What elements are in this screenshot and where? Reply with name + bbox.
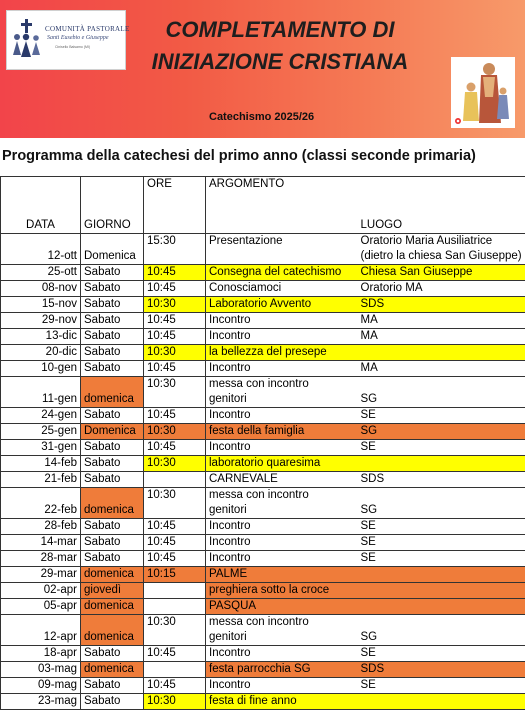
topic-line1: messa con incontro	[209, 378, 309, 390]
time-cell: 10:30	[144, 424, 206, 440]
table-row	[1, 456, 525, 472]
schedule-body	[1, 177, 525, 710]
table-row	[1, 297, 525, 313]
day-cell: Domenica	[81, 234, 144, 265]
day-cell: Sabato	[81, 361, 144, 377]
title-line2: INIZIAZIONE CRISTIANA	[151, 49, 409, 74]
topic-cell: la bellezza del presepe	[206, 345, 358, 361]
day-cell: Sabato	[81, 313, 144, 329]
date-cell: 18-apr	[1, 646, 81, 662]
day-cell: domenica	[81, 599, 144, 615]
date-cell: 21-feb	[1, 472, 81, 488]
date-cell: 05-apr	[1, 599, 81, 615]
table-row	[1, 472, 525, 488]
date-cell: 02-apr	[1, 583, 81, 599]
time-cell: 10:45	[144, 361, 206, 377]
day-cell: Sabato	[81, 646, 144, 662]
table-header-row	[1, 177, 525, 234]
day-cell: Sabato	[81, 345, 144, 361]
date-cell: 25-gen	[1, 424, 81, 440]
table-row	[1, 535, 525, 551]
illustration-image	[451, 57, 515, 128]
date-cell: 13-dic	[1, 329, 81, 345]
time-cell: 15:30	[144, 234, 206, 265]
date-cell: 10-gen	[1, 361, 81, 377]
date-cell: 20-dic	[1, 345, 81, 361]
table-row	[1, 377, 525, 408]
time-cell	[144, 662, 206, 678]
date-cell: 28-mar	[1, 551, 81, 567]
date-cell: 14-feb	[1, 456, 81, 472]
table-row	[1, 234, 525, 265]
table-row	[1, 599, 525, 615]
day-cell: Sabato	[81, 456, 144, 472]
time-cell: 10:30	[144, 297, 206, 313]
place-cell: SE	[358, 535, 525, 551]
day-cell: domenica	[81, 377, 144, 408]
place-cell: SE	[358, 646, 525, 662]
date-cell: 29-mar	[1, 567, 81, 583]
table-row	[1, 313, 525, 329]
date-cell: 25-ott	[1, 265, 81, 281]
topic-line1: messa con incontro	[209, 489, 309, 501]
topic-cell: Laboratorio Avvento	[206, 297, 358, 313]
table-row	[1, 488, 525, 519]
program-heading: Programma della catechesi del primo anno (classi seconde primaria)	[2, 148, 476, 164]
topic-cell	[206, 488, 358, 519]
topic-line2: genitori	[209, 393, 247, 405]
time-cell: 10:45	[144, 535, 206, 551]
topic-cell: festa di fine anno	[206, 694, 358, 710]
time-cell: 10:45	[144, 440, 206, 456]
day-cell: Domenica	[81, 424, 144, 440]
header-argomento: ARGOMENTO	[206, 177, 358, 234]
topic-cell: Incontro	[206, 408, 358, 424]
day-cell: giovedì	[81, 583, 144, 599]
day-cell: Sabato	[81, 551, 144, 567]
topic-cell: Incontro	[206, 361, 358, 377]
logo-line2: Santi Eusebio e Giuseppe	[47, 35, 109, 41]
logo-line3: Cinisello Balsamo (MI)	[55, 45, 91, 49]
date-cell: 24-gen	[1, 408, 81, 424]
page-title	[130, 14, 430, 78]
place-cell: SG	[358, 488, 525, 519]
topic-cell: preghiera sotto la croce	[206, 583, 358, 599]
day-cell: Sabato	[81, 281, 144, 297]
time-cell: 10:30	[144, 456, 206, 472]
table-row	[1, 678, 525, 694]
topic-cell: PASQUA	[206, 599, 358, 615]
date-cell: 15-nov	[1, 297, 81, 313]
date-cell: 11-gen	[1, 377, 81, 408]
place-cell: SDS	[358, 472, 525, 488]
people-cross-icon	[11, 17, 43, 61]
date-cell: 08-nov	[1, 281, 81, 297]
time-cell: 10:15	[144, 567, 206, 583]
topic-cell: Presentazione	[206, 234, 358, 265]
title-line1: COMPLETAMENTO DI	[165, 17, 395, 42]
place-cell: SDS	[358, 662, 525, 678]
topic-cell: Incontro	[206, 440, 358, 456]
date-cell: 28-feb	[1, 519, 81, 535]
day-cell: Sabato	[81, 408, 144, 424]
schedule-table	[0, 176, 525, 710]
topic-cell: Incontro	[206, 646, 358, 662]
time-cell: 10:45	[144, 265, 206, 281]
place-cell: MA	[358, 361, 525, 377]
date-cell: 09-mag	[1, 678, 81, 694]
topic-cell	[206, 377, 358, 408]
day-cell: domenica	[81, 615, 144, 646]
time-cell: 10:30	[144, 694, 206, 710]
table-row	[1, 646, 525, 662]
header-ore: ORE	[144, 177, 206, 234]
date-cell: 23-mag	[1, 694, 81, 710]
place-cell	[358, 599, 525, 615]
time-cell: 10:45	[144, 678, 206, 694]
place-cell	[358, 694, 525, 710]
place-cell: SDS	[358, 297, 525, 313]
day-cell: Sabato	[81, 329, 144, 345]
table-row	[1, 281, 525, 297]
table-row	[1, 361, 525, 377]
place-line2: (dietro la chiesa San Giuseppe)	[360, 250, 522, 262]
topic-cell: Incontro	[206, 535, 358, 551]
topic-cell: Incontro	[206, 519, 358, 535]
date-cell: 12-apr	[1, 615, 81, 646]
time-cell	[144, 583, 206, 599]
place-cell: SG	[358, 377, 525, 408]
place-cell: Oratorio MA	[358, 281, 525, 297]
place-cell: SE	[358, 519, 525, 535]
place-cell: SG	[358, 424, 525, 440]
topic-cell: festa parrocchia SG	[206, 662, 358, 678]
topic-cell: Conosciamoci	[206, 281, 358, 297]
day-cell: Sabato	[81, 519, 144, 535]
table-row	[1, 265, 525, 281]
table-row	[1, 694, 525, 710]
parish-logo	[6, 10, 130, 70]
date-cell: 22-feb	[1, 488, 81, 519]
table-row	[1, 583, 525, 599]
time-cell: 10:30	[144, 345, 206, 361]
header-data: DATA	[1, 177, 81, 234]
topic-cell: Incontro	[206, 329, 358, 345]
table-row	[1, 662, 525, 678]
time-cell: 10:45	[144, 646, 206, 662]
day-cell: Sabato	[81, 694, 144, 710]
time-cell: 10:45	[144, 329, 206, 345]
time-cell	[144, 599, 206, 615]
topic-cell: Incontro	[206, 551, 358, 567]
time-cell	[144, 472, 206, 488]
table-row	[1, 551, 525, 567]
catechism-year: Catechismo 2025/26	[209, 111, 315, 123]
day-cell: Sabato	[81, 440, 144, 456]
place-cell: Chiesa San Giuseppe	[358, 265, 525, 281]
place-cell	[358, 583, 525, 599]
date-cell: 14-mar	[1, 535, 81, 551]
day-cell: domenica	[81, 662, 144, 678]
topic-cell: Consegna del catechismo	[206, 265, 358, 281]
time-cell: 10:45	[144, 551, 206, 567]
place-cell: MA	[358, 329, 525, 345]
day-cell: Sabato	[81, 297, 144, 313]
header-luogo: LUOGO	[358, 177, 525, 234]
topic-cell: laboratorio quaresima	[206, 456, 358, 472]
day-cell: domenica	[81, 488, 144, 519]
day-cell: Sabato	[81, 535, 144, 551]
place-cell	[358, 234, 525, 265]
place-cell: SG	[358, 615, 525, 646]
time-cell: 10:30	[144, 615, 206, 646]
place-cell: MA	[358, 313, 525, 329]
table-row	[1, 567, 525, 583]
topic-cell: Incontro	[206, 313, 358, 329]
table-row	[1, 519, 525, 535]
header-giorno: GIORNO	[81, 177, 144, 234]
header-banner	[0, 0, 525, 138]
date-cell: 31-gen	[1, 440, 81, 456]
place-cell	[358, 456, 525, 472]
logo-line1: COMUNITÀ PASTORALE	[45, 25, 130, 33]
topic-cell: PALME	[206, 567, 358, 583]
table-row	[1, 345, 525, 361]
table-row	[1, 408, 525, 424]
topic-line2: genitori	[209, 504, 247, 516]
place-cell	[358, 345, 525, 361]
day-cell: domenica	[81, 567, 144, 583]
date-cell: 03-mag	[1, 662, 81, 678]
date-cell: 29-nov	[1, 313, 81, 329]
day-cell: Sabato	[81, 472, 144, 488]
topic-cell: festa della famiglia	[206, 424, 358, 440]
table-row	[1, 440, 525, 456]
time-cell: 10:30	[144, 377, 206, 408]
place-cell: SE	[358, 408, 525, 424]
table-row	[1, 424, 525, 440]
time-cell: 10:30	[144, 488, 206, 519]
place-cell: SE	[358, 440, 525, 456]
place-line1: Oratorio Maria Ausiliatrice	[360, 235, 493, 247]
time-cell: 10:45	[144, 313, 206, 329]
place-cell: SE	[358, 678, 525, 694]
time-cell: 10:45	[144, 519, 206, 535]
table-row	[1, 329, 525, 345]
topic-line2: genitori	[209, 631, 247, 643]
time-cell: 10:45	[144, 408, 206, 424]
place-cell: SE	[358, 551, 525, 567]
day-cell: Sabato	[81, 678, 144, 694]
topic-cell: Incontro	[206, 678, 358, 694]
table-row	[1, 615, 525, 646]
topic-line1: messa con incontro	[209, 616, 309, 628]
date-cell: 12-ott	[1, 234, 81, 265]
topic-cell: CARNEVALE	[206, 472, 358, 488]
day-cell: Sabato	[81, 265, 144, 281]
place-cell	[358, 567, 525, 583]
time-cell: 10:45	[144, 281, 206, 297]
family-illustration-icon	[451, 57, 515, 128]
topic-cell	[206, 615, 358, 646]
